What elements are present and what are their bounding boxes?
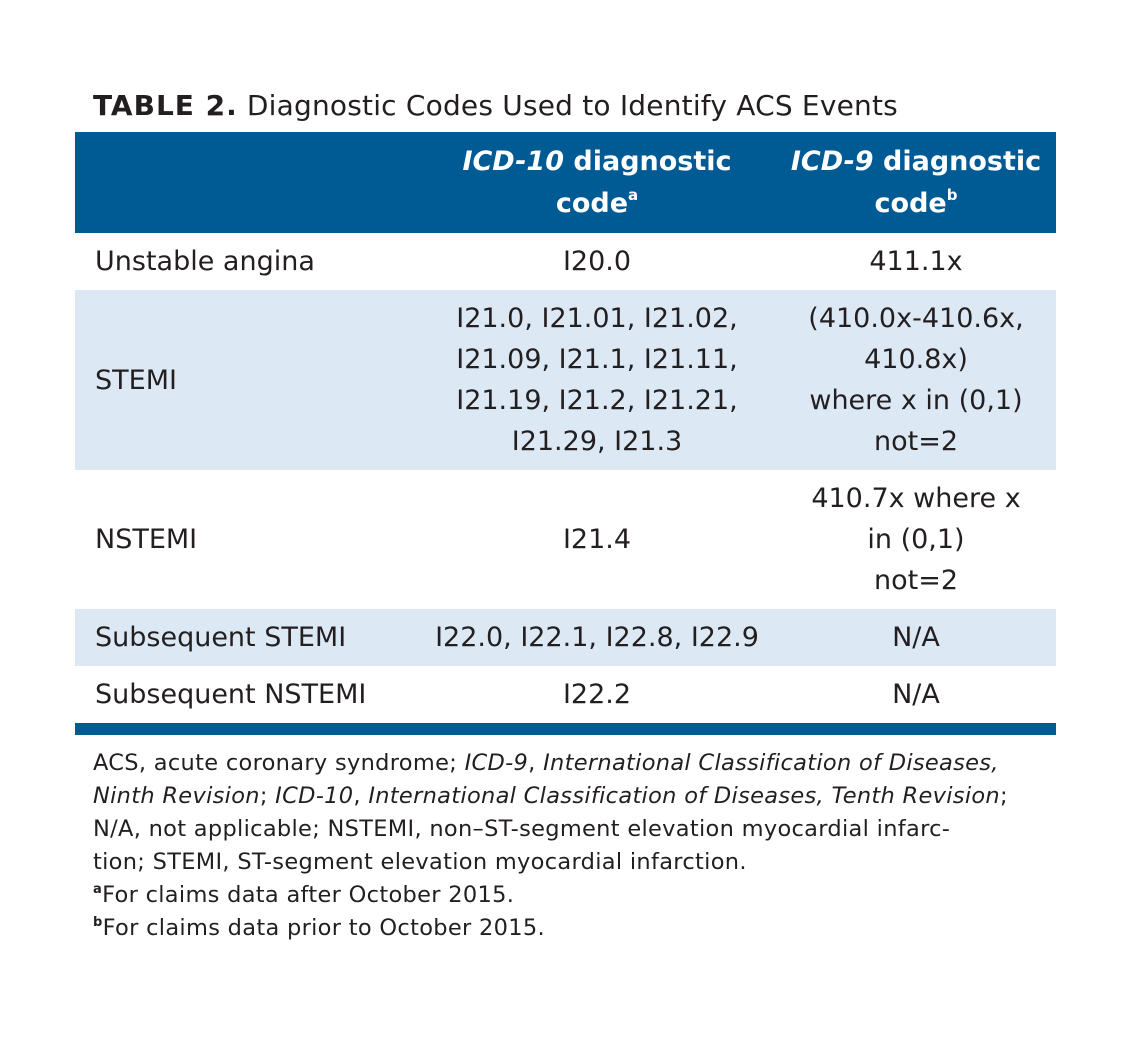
- footnote-a-text: For claims data after October 2015.: [102, 882, 515, 908]
- abbreviations-note: [93, 747, 1056, 879]
- table-header-row: [75, 132, 1056, 233]
- icd10-code-line: I20.0: [562, 246, 632, 277]
- header-icd9-text: diagnostic code: [874, 145, 1042, 219]
- header-icd9: [776, 132, 1056, 233]
- abbreviation-segment: ;: [259, 783, 276, 809]
- icd9-code-line: 411.1x: [869, 246, 963, 277]
- table-footnotes: [93, 747, 1056, 945]
- header-icd9-italic: ICD-9: [790, 145, 874, 177]
- icd9-code-cell: [776, 233, 1056, 290]
- table-row: [75, 470, 1056, 609]
- condition-cell: Subsequent STEMI: [95, 622, 347, 653]
- abbreviation-segment: Ninth Revision: [93, 783, 260, 809]
- icd9-code-line: N/A: [892, 679, 940, 710]
- icd9-code-line: N/A: [892, 622, 940, 653]
- footnote-a: [93, 879, 1056, 912]
- icd10-code-line: I22.0, I22.1, I22.8, I22.9: [435, 622, 759, 653]
- footnote-b-text: For claims data prior to October 2015.: [102, 915, 545, 941]
- icd9-code-cell: [776, 609, 1056, 666]
- icd9-code-line: where x in (0,1): [809, 385, 1023, 416]
- icd10-code-cell: [418, 290, 776, 470]
- abbreviation-segment: tion; STEMI, ST-segment elevation myocardial infarction.: [93, 849, 747, 875]
- abbreviation-segment: ICD-9: [464, 750, 529, 776]
- table-bottom-rule: [75, 723, 1056, 735]
- table-title: [93, 86, 1056, 126]
- abbreviation-segment: ,: [353, 783, 369, 809]
- footnote-a-marker: a: [93, 882, 103, 897]
- header-icd10-italic: ICD-10: [462, 145, 564, 177]
- icd9-code-line: not=2: [873, 426, 959, 457]
- footnote-b-marker: b: [93, 915, 103, 930]
- header-icd10-footnote-marker: a: [628, 185, 639, 204]
- icd9-code-cell: [776, 470, 1056, 609]
- abbreviation-segment: N/A, not applicable; NSTEMI, non–ST-segment elevation myocardial infarc-: [93, 816, 951, 842]
- footnote-b: [93, 912, 1056, 945]
- abbreviation-segment: ,: [528, 750, 544, 776]
- abbreviation-segment: ICD-10: [275, 783, 354, 809]
- abbreviation-segment: ;: [1000, 783, 1008, 809]
- icd10-code-line: I21.29, I21.3: [511, 426, 683, 457]
- header-icd10: [418, 132, 776, 233]
- table-row: [75, 609, 1056, 666]
- table-number: TABLE 2.: [93, 89, 238, 122]
- icd10-code-line: I22.2: [562, 679, 632, 710]
- icd9-code-line: in (0,1): [867, 524, 965, 555]
- table-row: [75, 233, 1056, 290]
- table-caption: Diagnostic Codes Used to Identify ACS Events: [246, 89, 898, 122]
- icd10-code-line: I21.4: [562, 524, 632, 555]
- diagnostic-codes-table: [75, 132, 1056, 723]
- icd9-code-cell: [776, 290, 1056, 470]
- icd9-code-line: (410.0x-410.6x,: [808, 303, 1024, 334]
- icd9-code-line: 410.8x): [864, 344, 968, 375]
- icd10-code-line: I21.19, I21.2, I21.21,: [456, 385, 738, 416]
- condition-cell: Unstable angina: [95, 246, 315, 277]
- icd10-code-cell: [418, 666, 776, 723]
- icd9-code-line: not=2: [873, 565, 959, 596]
- condition-cell: STEMI: [95, 364, 177, 396]
- icd9-code-line: 410.7x where x: [811, 483, 1021, 514]
- table-body: [75, 233, 1056, 723]
- header-condition: [75, 132, 418, 233]
- icd10-code-cell: [418, 470, 776, 609]
- table-figure: [75, 86, 1056, 945]
- abbreviation-segment: International Classification of Diseases, Tenth Revision: [368, 783, 1000, 809]
- table-row: [75, 666, 1056, 723]
- header-icd10-text: diagnostic code: [555, 145, 732, 219]
- abbreviation-segment: International Classification of Diseases,: [543, 750, 999, 776]
- icd10-code-line: I21.0, I21.01, I21.02,: [456, 303, 738, 334]
- header-icd9-footnote-marker: b: [946, 185, 958, 204]
- condition-cell: NSTEMI: [95, 524, 198, 555]
- icd10-code-cell: [418, 233, 776, 290]
- icd10-code-line: I21.09, I21.1, I21.11,: [456, 344, 738, 375]
- abbreviation-segment: ACS, acute coronary syndrome;: [93, 750, 465, 776]
- condition-cell: Subsequent NSTEMI: [95, 679, 367, 710]
- icd10-code-cell: [418, 609, 776, 666]
- table-row: [75, 290, 1056, 470]
- icd9-code-cell: [776, 666, 1056, 723]
